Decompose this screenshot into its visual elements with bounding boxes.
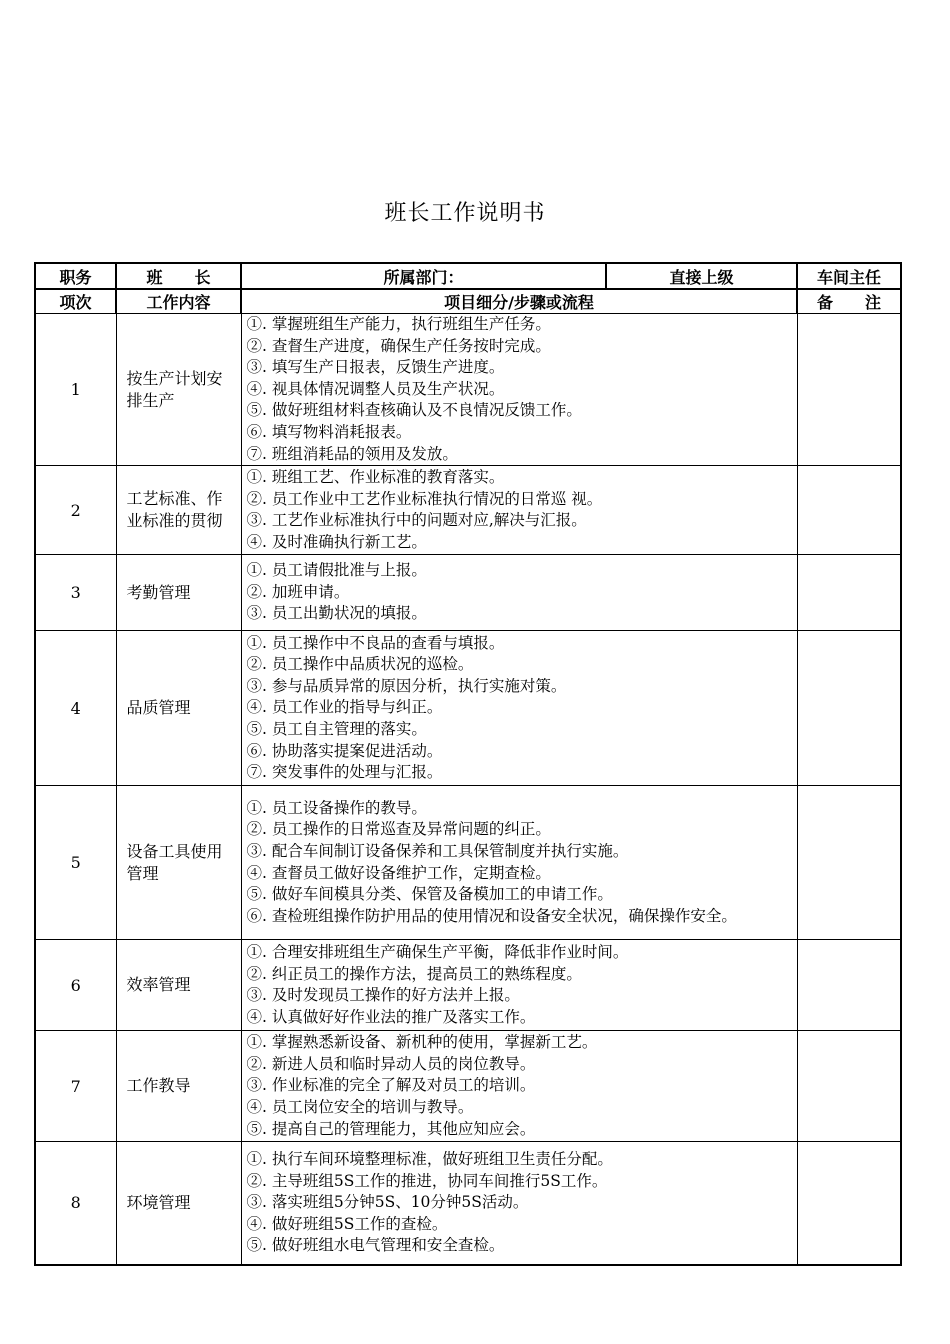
column-detail: 项目细分/步骤或流程 [241, 289, 797, 314]
remark-cell [797, 314, 901, 466]
table-row [35, 631, 901, 786]
step-item: ③. 及时发现员工操作的好方法并上报。 [246, 986, 520, 1005]
superior-label: 直接上级 [606, 263, 797, 289]
table-row [35, 1142, 901, 1265]
table-row [35, 1031, 901, 1142]
work-content: 考勤管理 [116, 555, 241, 631]
step-item: ④. 认真做好好作业法的推广及落实工作。 [246, 1007, 536, 1026]
remark-cell [797, 1031, 901, 1142]
step-item: ③. 参与品质异常的原因分析，执行实施对策。 [246, 676, 567, 695]
work-content: 设备工具使用管理 [116, 786, 241, 940]
remark-cell [797, 1142, 901, 1265]
row-number: 5 [35, 786, 116, 940]
step-item: ⑥. 查检班组操作防护用品的使用情况和设备安全状况，确保操作安全。 [246, 906, 737, 925]
column-remark: 备 注 [797, 289, 901, 314]
row-number: 4 [35, 631, 116, 786]
step-list [241, 555, 797, 631]
table-row [35, 466, 901, 555]
step-item: ③. 落实班组5分钟5S、10分钟5S活动。 [246, 1193, 529, 1212]
superior-value: 车间主任 [797, 263, 901, 289]
work-content: 工作教导 [116, 1031, 241, 1142]
step-item: ②. 员工作业中工艺作业标准执行情况的日常巡 视。 [246, 489, 603, 508]
step-item: ②. 新进人员和临时异动人员的岗位教导。 [246, 1054, 536, 1073]
step-item: ①. 员工操作中不良品的查看与填报。 [246, 633, 505, 652]
step-item: ⑥. 填写物料消耗报表。 [246, 422, 412, 441]
step-item: ①. 班组工艺、作业标准的教育落实。 [246, 467, 505, 486]
remark-cell [797, 555, 901, 631]
step-list [241, 314, 797, 466]
step-item: ②. 主导班组5S工作的推进，协同车间推行5S工作。 [246, 1171, 608, 1190]
page-title: 班长工作说明书 [384, 201, 546, 226]
step-item: ④. 查督员工做好设备维护工作，定期查检。 [246, 863, 551, 882]
step-item: ⑤. 员工自主管理的落实。 [246, 719, 427, 738]
work-content: 品质管理 [116, 631, 241, 786]
job-description-table [34, 262, 902, 1266]
column-content: 工作内容 [116, 289, 241, 314]
step-item: ②. 纠正员工的操作方法，提高员工的熟练程度。 [246, 964, 582, 983]
step-list [241, 786, 797, 940]
step-item: ⑤. 做好班组水电气管理和安全查检。 [246, 1236, 505, 1255]
work-content: 按生产计划安排生产 [116, 314, 241, 466]
department-label: 所属部门： [241, 263, 606, 289]
step-item: ①. 员工请假批准与上报。 [246, 561, 427, 580]
step-list [241, 1142, 797, 1265]
step-item: ③. 作业标准的完全了解及对员工的培训。 [246, 1076, 536, 1095]
step-item: ③. 员工出勤状况的填报。 [246, 604, 427, 623]
step-item: ②. 员工操作中品质状况的巡检。 [246, 655, 474, 674]
step-item: ⑤. 做好班组材料查核确认及不良情况反馈工作。 [246, 401, 582, 420]
step-item: ④. 及时准确执行新工艺。 [246, 532, 427, 551]
step-item: ⑦. 班组消耗品的领用及发放。 [246, 444, 458, 463]
row-number: 8 [35, 1142, 116, 1265]
step-item: ②. 员工操作的日常巡查及异常问题的纠正。 [246, 820, 551, 839]
step-list [241, 940, 797, 1031]
row-number: 7 [35, 1031, 116, 1142]
step-item: ①. 掌握熟悉新设备、新机种的使用，掌握新工艺。 [246, 1033, 598, 1052]
remark-cell [797, 466, 901, 555]
row-number: 1 [35, 314, 116, 466]
remark-cell [797, 631, 901, 786]
work-content: 工艺标准、作业标准的贯彻 [116, 466, 241, 555]
step-item: ③. 配合车间制订设备保养和工具保管制度并执行实施。 [246, 842, 629, 861]
position-value: 班 长 [116, 263, 241, 289]
header-row [35, 263, 901, 289]
step-item: ②. 查督生产进度，确保生产任务按时完成。 [246, 336, 551, 355]
step-item: ①. 执行车间环境整理标准，做好班组卫生责任分配。 [246, 1149, 613, 1168]
step-item: ④. 员工作业的指导与纠正。 [246, 698, 443, 717]
remark-cell [797, 786, 901, 940]
step-item: ①. 员工设备操作的教导。 [246, 798, 427, 817]
task-rows [35, 314, 901, 1265]
step-item: ②. 加班申请。 [246, 582, 350, 601]
table-row [35, 786, 901, 940]
position-label: 职务 [35, 263, 116, 289]
column-header-row [35, 289, 901, 314]
step-item: ⑦. 突发事件的处理与汇报。 [246, 763, 443, 782]
step-item: ⑤. 做好车间模具分类、保管及备模加工的申请工作。 [246, 885, 613, 904]
table-row [35, 555, 901, 631]
step-item: ①. 合理安排班组生产确保生产平衡，降低非作业时间。 [246, 942, 629, 961]
row-number: 2 [35, 466, 116, 555]
step-item: ④. 员工岗位安全的培训与教导。 [246, 1097, 474, 1116]
step-list [241, 466, 797, 555]
step-list [241, 1031, 797, 1142]
step-item: ③. 工艺作业标准执行中的问题对应,解决与汇报。 [246, 511, 587, 530]
work-content: 环境管理 [116, 1142, 241, 1265]
remark-cell [797, 940, 901, 1031]
step-item: ④. 做好班组5S工作的查检。 [246, 1214, 448, 1233]
step-item: ④. 视具体情况调整人员及生产状况。 [246, 379, 505, 398]
step-item: ⑥. 协助落实提案促进活动。 [246, 741, 443, 760]
table-row [35, 314, 901, 466]
step-item: ①. 掌握班组生产能力，执行班组生产任务。 [246, 315, 551, 333]
table-row [35, 940, 901, 1031]
step-item: ⑤. 提高自己的管理能力，其他应知应会。 [246, 1119, 536, 1138]
step-list [241, 631, 797, 786]
row-number: 6 [35, 940, 116, 1031]
work-content: 效率管理 [116, 940, 241, 1031]
row-number: 3 [35, 555, 116, 631]
column-item: 项次 [35, 289, 116, 314]
step-item: ③. 填写生产日报表，反馈生产进度。 [246, 358, 505, 377]
